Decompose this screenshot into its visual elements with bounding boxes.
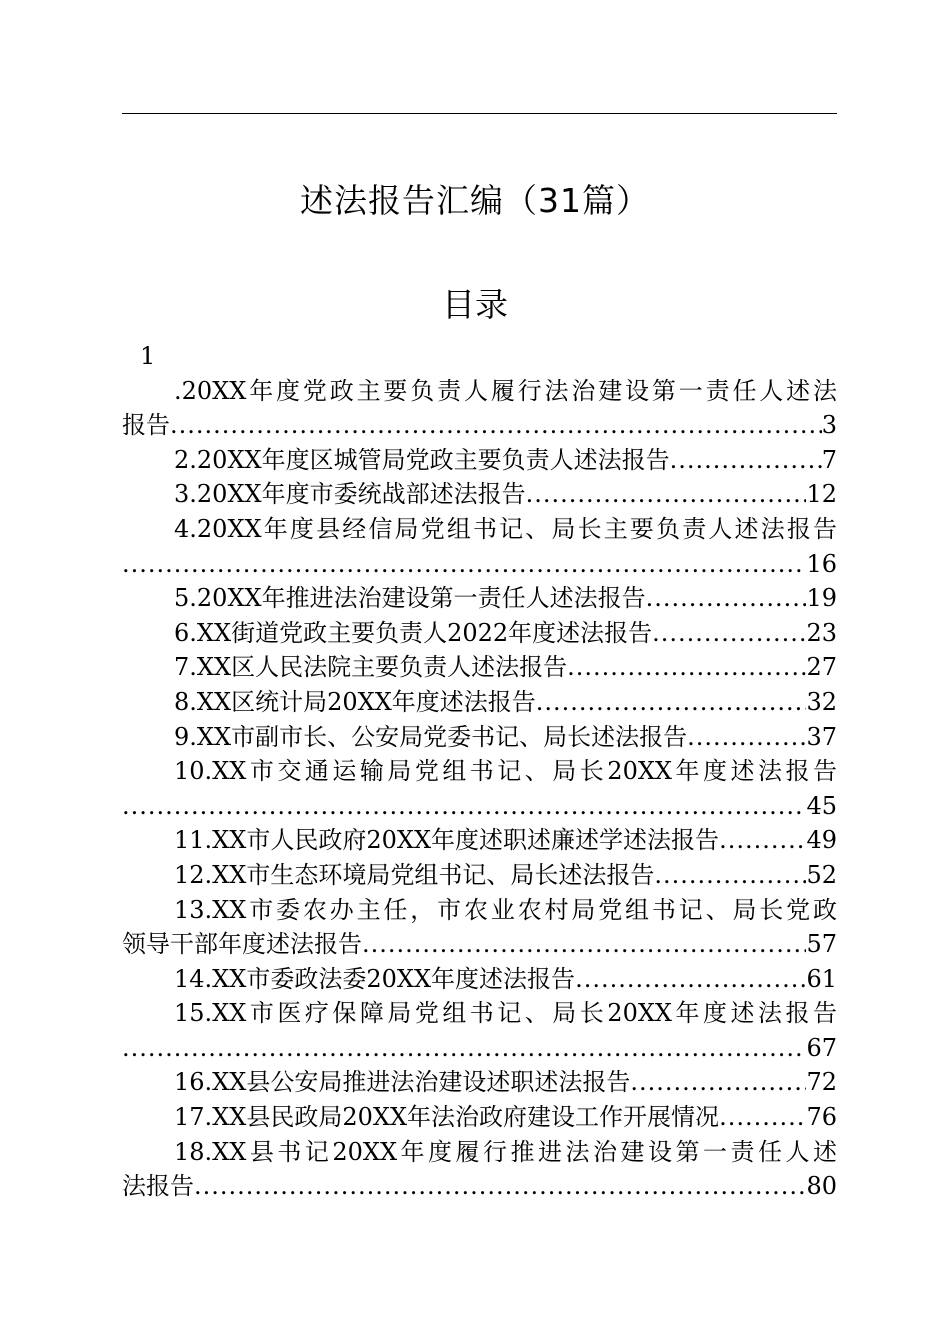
toc-entry[interactable] (122, 720, 837, 755)
toc-entry-title: .20XX年度党政主要负责人履行法治建设第一责任人述法 (174, 376, 837, 405)
toc-entry-title: 4.20XX年度县经信局党组书记、局长主要负责人述法报告 (174, 514, 837, 543)
toc-entry[interactable] (122, 685, 837, 720)
toc-entry-page: 76 (806, 1103, 837, 1132)
toc-entry-title-cont: 报告 (122, 411, 170, 440)
toc-entry[interactable] (122, 512, 837, 547)
toc-entry-continuation (122, 1031, 837, 1066)
toc-entry-page: 37 (806, 722, 837, 751)
toc-leader (652, 616, 806, 651)
toc-first-number-text: 1 (140, 342, 156, 370)
toc-entry-title: 10.XX市交通运输局党组书记、局长20XX年度述法报告 (174, 757, 837, 786)
toc-first-number (122, 339, 837, 374)
toc-entry-page: 52 (806, 860, 837, 889)
toc-entry-page: 49 (806, 826, 837, 855)
toc-entry[interactable] (122, 1100, 837, 1135)
toc-title: 目录 (442, 285, 508, 324)
header-rule (122, 113, 837, 114)
toc-entry-page: 19 (806, 584, 837, 613)
toc-entry-continuation (122, 408, 837, 443)
toc-leader (526, 477, 807, 512)
toc-entry-title: 15.XX市医疗保障局党组书记、局长20XX年度述法报告 (174, 999, 837, 1028)
toc-leader (719, 1100, 806, 1135)
toc-entry[interactable] (122, 477, 837, 512)
toc-entry-title-cont: 领导干部年度述法报告 (122, 930, 362, 959)
toc-entry[interactable] (122, 616, 837, 651)
toc-entry[interactable] (122, 754, 837, 789)
toc-entry-continuation (122, 1169, 837, 1204)
toc-entry-title: 5.20XX年推进法治建设第一责任人述法报告 (174, 584, 646, 613)
toc-entry-continuation (122, 789, 837, 824)
toc-entry-page: 67 (806, 1033, 837, 1062)
toc-leader (719, 823, 806, 858)
toc-entry-title: 16.XX县公安局推进法治建设述职述法报告 (174, 1068, 631, 1097)
toc-entry-continuation (122, 927, 837, 962)
toc-leader (575, 962, 806, 997)
toc-leader (630, 1065, 806, 1100)
toc-leader (536, 685, 807, 720)
toc-entry-page: 7 (821, 445, 837, 474)
toc-entry[interactable] (122, 1135, 837, 1170)
toc-entry-title: 18.XX县书记20XX年度履行推进法治建设第一责任人述 (174, 1137, 837, 1166)
toc-entry-title: 13.XX市委农办主任，市农业农村局党组书记、局长党政 (174, 895, 837, 924)
toc-entry-page: 72 (806, 1068, 837, 1097)
toc-leader (567, 650, 806, 685)
toc-entry[interactable] (122, 996, 837, 1031)
toc-entry-title: 8.XX区统计局20XX年度述法报告 (174, 687, 536, 716)
table-of-contents (122, 339, 837, 1204)
toc-leader (122, 1031, 806, 1066)
toc-entry[interactable] (122, 823, 837, 858)
toc-leader (687, 720, 806, 755)
toc-entry[interactable] (122, 1065, 837, 1100)
toc-leader (670, 443, 822, 478)
toc-entry-title-cont: 法报告 (122, 1172, 194, 1201)
toc-leader (646, 581, 807, 616)
toc-entry-page: 45 (806, 791, 837, 820)
toc-entry-title: 11.XX市人民政府20XX年度述职述廉述学述法报告 (174, 826, 720, 855)
toc-leader (122, 547, 806, 582)
toc-entry-title: 6.XX街道党政主要负责人2022年度述法报告 (174, 618, 653, 647)
toc-entry[interactable] (122, 893, 837, 928)
toc-entry-page: 61 (806, 964, 837, 993)
toc-entry-page: 3 (821, 411, 837, 440)
toc-entry-page: 23 (806, 618, 837, 647)
toc-entry[interactable] (122, 374, 837, 409)
toc-entry[interactable] (122, 443, 837, 478)
toc-leader (654, 858, 806, 893)
toc-entry-title: 14.XX市委政法委20XX年度述法报告 (174, 964, 576, 993)
toc-entry-page: 27 (806, 653, 837, 682)
toc-entry[interactable] (122, 858, 837, 893)
toc-entry-title: 17.XX县民政局20XX年法治政府建设工作开展情况 (174, 1103, 720, 1132)
toc-entry-title: 7.XX区人民法院主要负责人述法报告 (174, 653, 568, 682)
toc-entry-title: 9.XX市副市长、公安局党委书记、局长述法报告 (174, 722, 688, 751)
toc-leader (122, 789, 806, 824)
toc-entry[interactable] (122, 962, 837, 997)
toc-entry[interactable] (122, 650, 837, 685)
toc-entry[interactable] (122, 581, 837, 616)
toc-entry-continuation (122, 547, 837, 582)
toc-entry-page: 12 (806, 480, 837, 509)
toc-entry-title: 2.20XX年度区城管局党政主要负责人述法报告 (174, 445, 670, 474)
toc-entry-page: 80 (806, 1172, 837, 1201)
toc-entry-title: 12.XX市生态环境局党组书记、局长述法报告 (174, 860, 655, 889)
toc-leader (194, 1169, 806, 1204)
document-title: 述法报告汇编（31篇） (300, 181, 650, 220)
toc-entry-page: 32 (806, 687, 837, 716)
toc-entry-page: 16 (806, 549, 837, 578)
toc-leader (170, 408, 822, 443)
toc-entry-title: 3.20XX年度市委统战部述法报告 (174, 480, 526, 509)
toc-entry-page: 57 (806, 930, 837, 959)
toc-leader (362, 927, 806, 962)
